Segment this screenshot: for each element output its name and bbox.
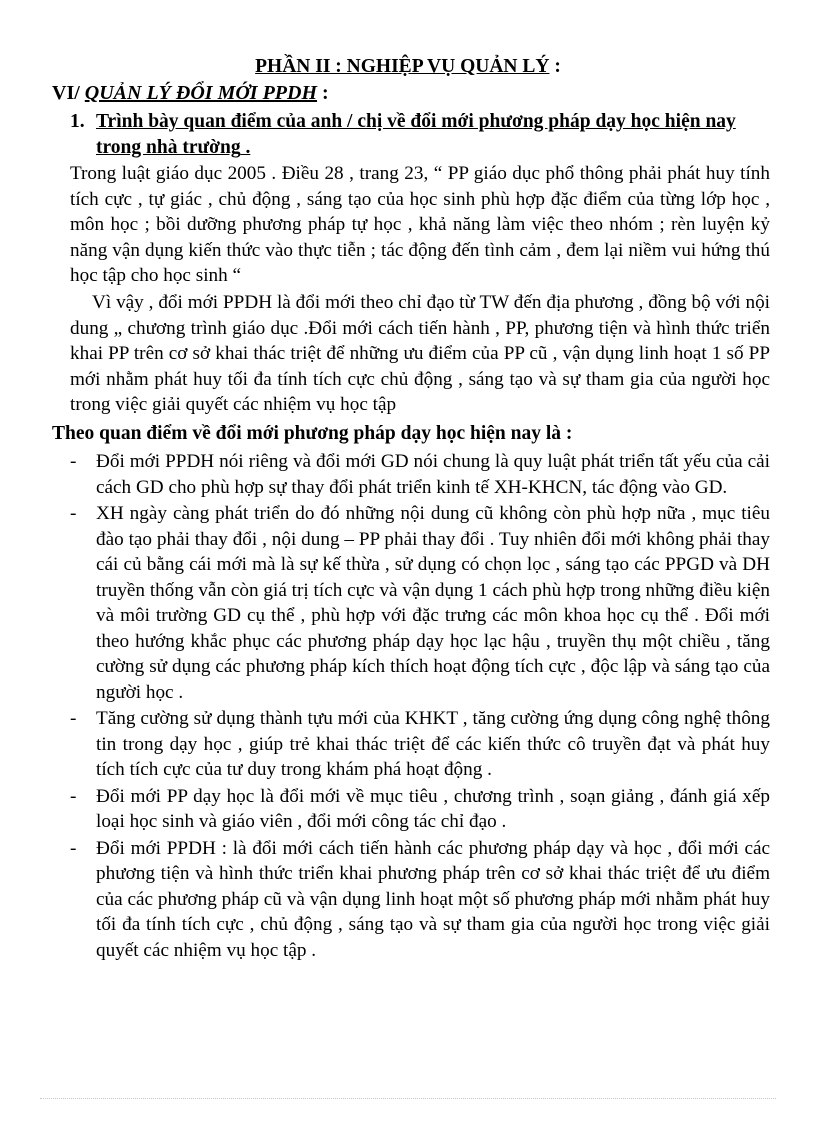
list-item-text: Đổi mới PPDH : là đổi mới cách tiến hành các phương pháp dạy và học , đổi mới các phương tiện và hình thức triển khai phương pháp trên cơ sở khai thác triệt để ưu điểm của các phương pháp cũ và vận dụng linh hoạt một số phương pháp mới nhằm phát huy tối đa tính tích cực , chủ động , sáng tạo và sự tham gia của người học trong việc giải quyết các nhiệm vụ học tập .	[96, 837, 770, 961]
section-title: QUẢN LÝ ĐỔI MỚI PPDH	[84, 82, 318, 104]
paragraph-renewal: Vì vậy , đổi mới PPDH là đổi mới theo chỉ đạo từ TW đến địa phương , đồng bộ với nội dung „ chương trình giáo dục .Đổi mới cách tiến hành , PP, phương tiện và hình thức triển khai PP trên cơ sở khai thác triệt để những ưu điểm của PP cũ , vận dụng linh hoạt 1 số PP mới nhằm phát huy tối đa tính tích cực chủ động , sáng tạo và sự tham gia của người học trong việc giải quyết các nhiệm vụ học tập	[70, 292, 770, 415]
part-title-suffix: :	[549, 56, 561, 77]
section-number: VI/	[52, 82, 85, 104]
list-item-text: Tăng cường sử dụng thành tựu mới của KHKT , tăng cường ứng dụng công nghệ thông tin trong dạy học , giúp trẻ khai thác triệt để các kiến thức cô truyền đạt và phát huy tích tích cực của tư duy trong khám phá hoạt động .	[96, 708, 770, 780]
list-item-text: XH ngày càng phát triển do đó những nội dung cũ không còn phù hợp nữa , mục tiêu đào tạo phải thay đổi , nội dung – PP phải thay đổi . Tuy nhiên đổi mới không phải thay cái củ bằng cái mới mà là sự kế thừa , sử dụng có chọn lọc , sáng tạo các PPGD và DH truyền thống vẫn còn giá trị tích cực và vận dụng 1 cách phù hợp trong những điều kiện và môi trường GD cụ thể , phù hợp với đặc trưng các môn khoa học cụ thể . Đổi mới theo hướng khắc phục các phương pháp dạy học lạc hậu , truyền thụ một chiều , tăng cường sử dụng các phương pháp kích thích hoạt động tích cực , độc lập và sáng tạo của người học .	[96, 503, 770, 703]
list-item-text: Đổi mới PP dạy học là đổi mới về mục tiêu , chương trình , soạn giảng , đánh giá xếp loại học sinh và giáo viên , đổi mới công tác chỉ đạo .	[96, 785, 770, 832]
part-title-text: PHẦN II : NGHIỆP VỤ QUẢN LÝ	[255, 56, 550, 77]
bullet-marker: -	[70, 451, 77, 472]
bullet-marker: -	[70, 837, 77, 859]
question-text-block	[96, 109, 776, 161]
paragraph-law-quote: Trong luật giáo dục 2005 . Điều 28 , trang 23, “ PP giáo dục phổ thông phải phát huy tính tích cực , tự giác , chủ động , sáng tạo của học sinh phù hợp đặc điểm của từng lớp học , môn học ; bồi dưỡng phương pháp tự học , khả năng làm việc theo nhóm ; rèn luyện kỷ năng vận dụng kiến thức vào thực tiễn ; tác động đến tình cảm , đem lại niềm vui hứng thú học tập cho học sinh “	[70, 163, 770, 286]
question-text: Trình bày quan điểm của anh / chị về đổi mới phương pháp dạy học hiện nay trong nhà trường	[96, 111, 736, 158]
question-suffix: .	[240, 137, 251, 158]
bullet-marker: -	[70, 785, 77, 807]
list-item	[70, 836, 770, 964]
bullet-marker: -	[70, 708, 77, 729]
section-suffix: :	[317, 82, 329, 104]
list-item	[70, 449, 770, 500]
list-item	[70, 501, 770, 705]
section-heading	[52, 81, 329, 107]
question-number: 1.	[70, 111, 85, 132]
list-item-text: Đổi mới PPDH nói riêng và đổi mới GD nói chung là quy luật phát triển tất yếu của cải cách GD cho phù hợp sự thay đổi phát triển kinh tế XH-KHCN, tác động vào GD.	[96, 451, 770, 498]
list-item	[70, 784, 770, 835]
part-title	[0, 54, 816, 80]
bullet-marker: -	[70, 503, 77, 524]
page-footer-divider	[40, 1098, 776, 1099]
list-item	[70, 706, 770, 783]
subheading: Theo quan điểm về đổi mới phương pháp dạy học hiện nay là :	[52, 423, 573, 444]
bullet-list	[70, 449, 770, 964]
